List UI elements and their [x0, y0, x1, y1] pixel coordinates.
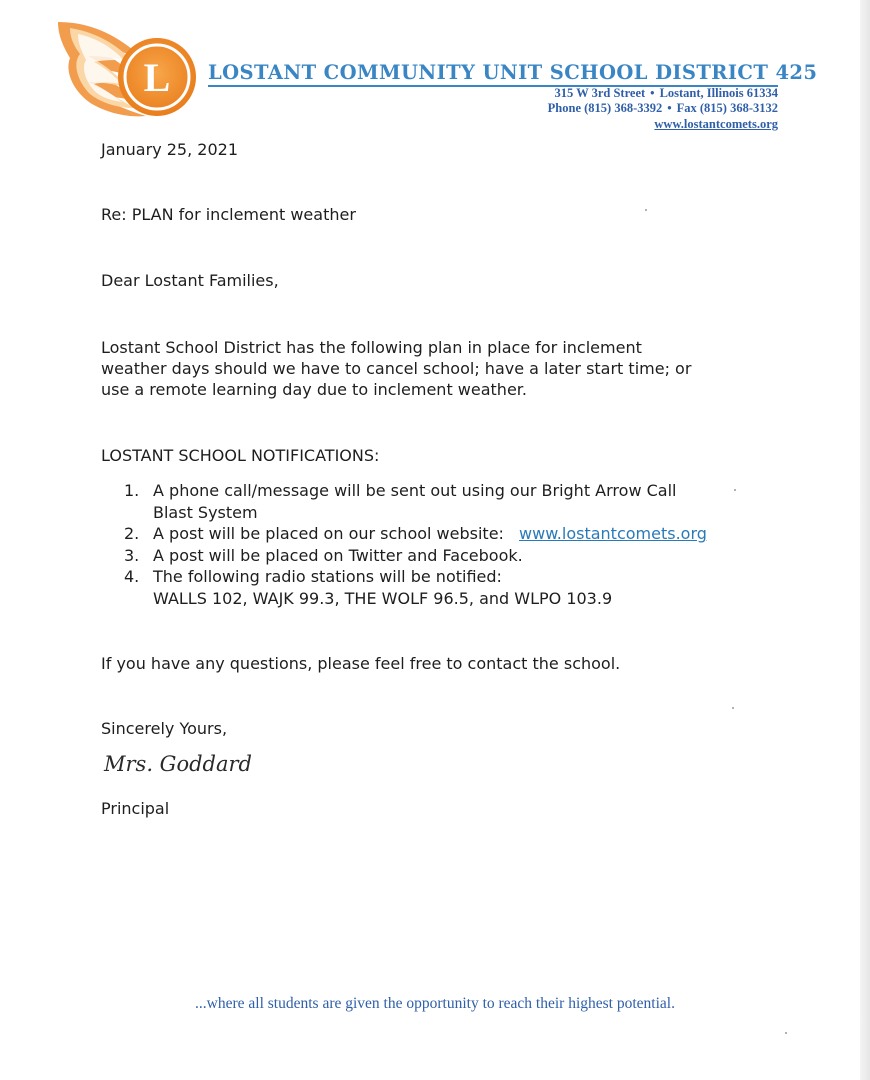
- scan-speck: [734, 489, 736, 491]
- item-number: 4.: [124, 567, 140, 586]
- paragraph-line: weather days should we have to cancel school; have a later start time; or: [101, 359, 692, 378]
- signer-title: Principal: [101, 799, 170, 818]
- letter-date: January 25, 2021: [101, 140, 238, 159]
- item-text: The following radio stations will be notified:: [153, 567, 502, 586]
- district-phone-fax: [548, 101, 778, 116]
- fax-number: Fax (815) 368-3132: [676, 101, 778, 115]
- paragraph-line: Lostant School District has the following plan in place for inclement: [101, 338, 642, 357]
- closing: Sincerely Yours,: [101, 719, 228, 738]
- letter-salutation: Dear Lostant Families,: [101, 271, 279, 290]
- school-website-link[interactable]: www.lostantcomets.org: [519, 524, 707, 543]
- scan-speck: [785, 1032, 787, 1034]
- bullet-separator: •: [667, 101, 672, 115]
- intro-paragraph: [101, 337, 691, 400]
- notification-item: [124, 523, 707, 545]
- page-edge: [860, 0, 870, 1080]
- logo-letter: L: [143, 55, 171, 100]
- notifications-list: [124, 480, 707, 609]
- signature: Mrs. Goddard: [104, 752, 252, 776]
- address-city: Lostant, Illinois 61334: [659, 86, 778, 100]
- footer-motto: ...where all students are given the opportunity to reach their highest potential.: [195, 995, 675, 1012]
- item-text-continued: Blast System: [153, 502, 258, 522]
- item-number: 3.: [124, 545, 140, 565]
- notifications-heading: LOSTANT SCHOOL NOTIFICATIONS:: [101, 446, 380, 465]
- phone-number: Phone (815) 368-3392: [547, 101, 663, 115]
- notification-item: [124, 545, 707, 567]
- district-name: LOSTANT COMMUNITY UNIT SCHOOL DISTRICT 425: [208, 61, 818, 84]
- item-number: 2.: [124, 524, 140, 543]
- scan-speck: [645, 209, 647, 211]
- comet-logo: [56, 18, 198, 120]
- bullet-separator: •: [650, 86, 655, 100]
- district-address: [555, 86, 778, 101]
- closing-question: If you have any questions, please feel free to contact the school.: [101, 654, 621, 673]
- address-street: 315 W 3rd Street: [554, 86, 646, 100]
- paragraph-line: use a remote learning day due to inclement weather.: [101, 380, 527, 399]
- item-text: A phone call/message will be sent out using our Bright Arrow Call: [153, 481, 677, 500]
- notification-item: [124, 480, 707, 523]
- item-text: A post will be placed on our school website:: [153, 524, 504, 543]
- item-number: 1.: [124, 481, 140, 500]
- district-website-link[interactable]: www.lostantcomets.org: [654, 117, 778, 131]
- item-text-continued: WALLS 102, WAJK 99.3, THE WOLF 96.5, and WLPO 103.9: [153, 588, 613, 608]
- item-text: A post will be placed on Twitter and Facebook.: [153, 545, 523, 565]
- letter-subject: Re: PLAN for inclement weather: [101, 205, 356, 224]
- notification-item: [124, 566, 707, 609]
- scan-speck: [732, 707, 734, 709]
